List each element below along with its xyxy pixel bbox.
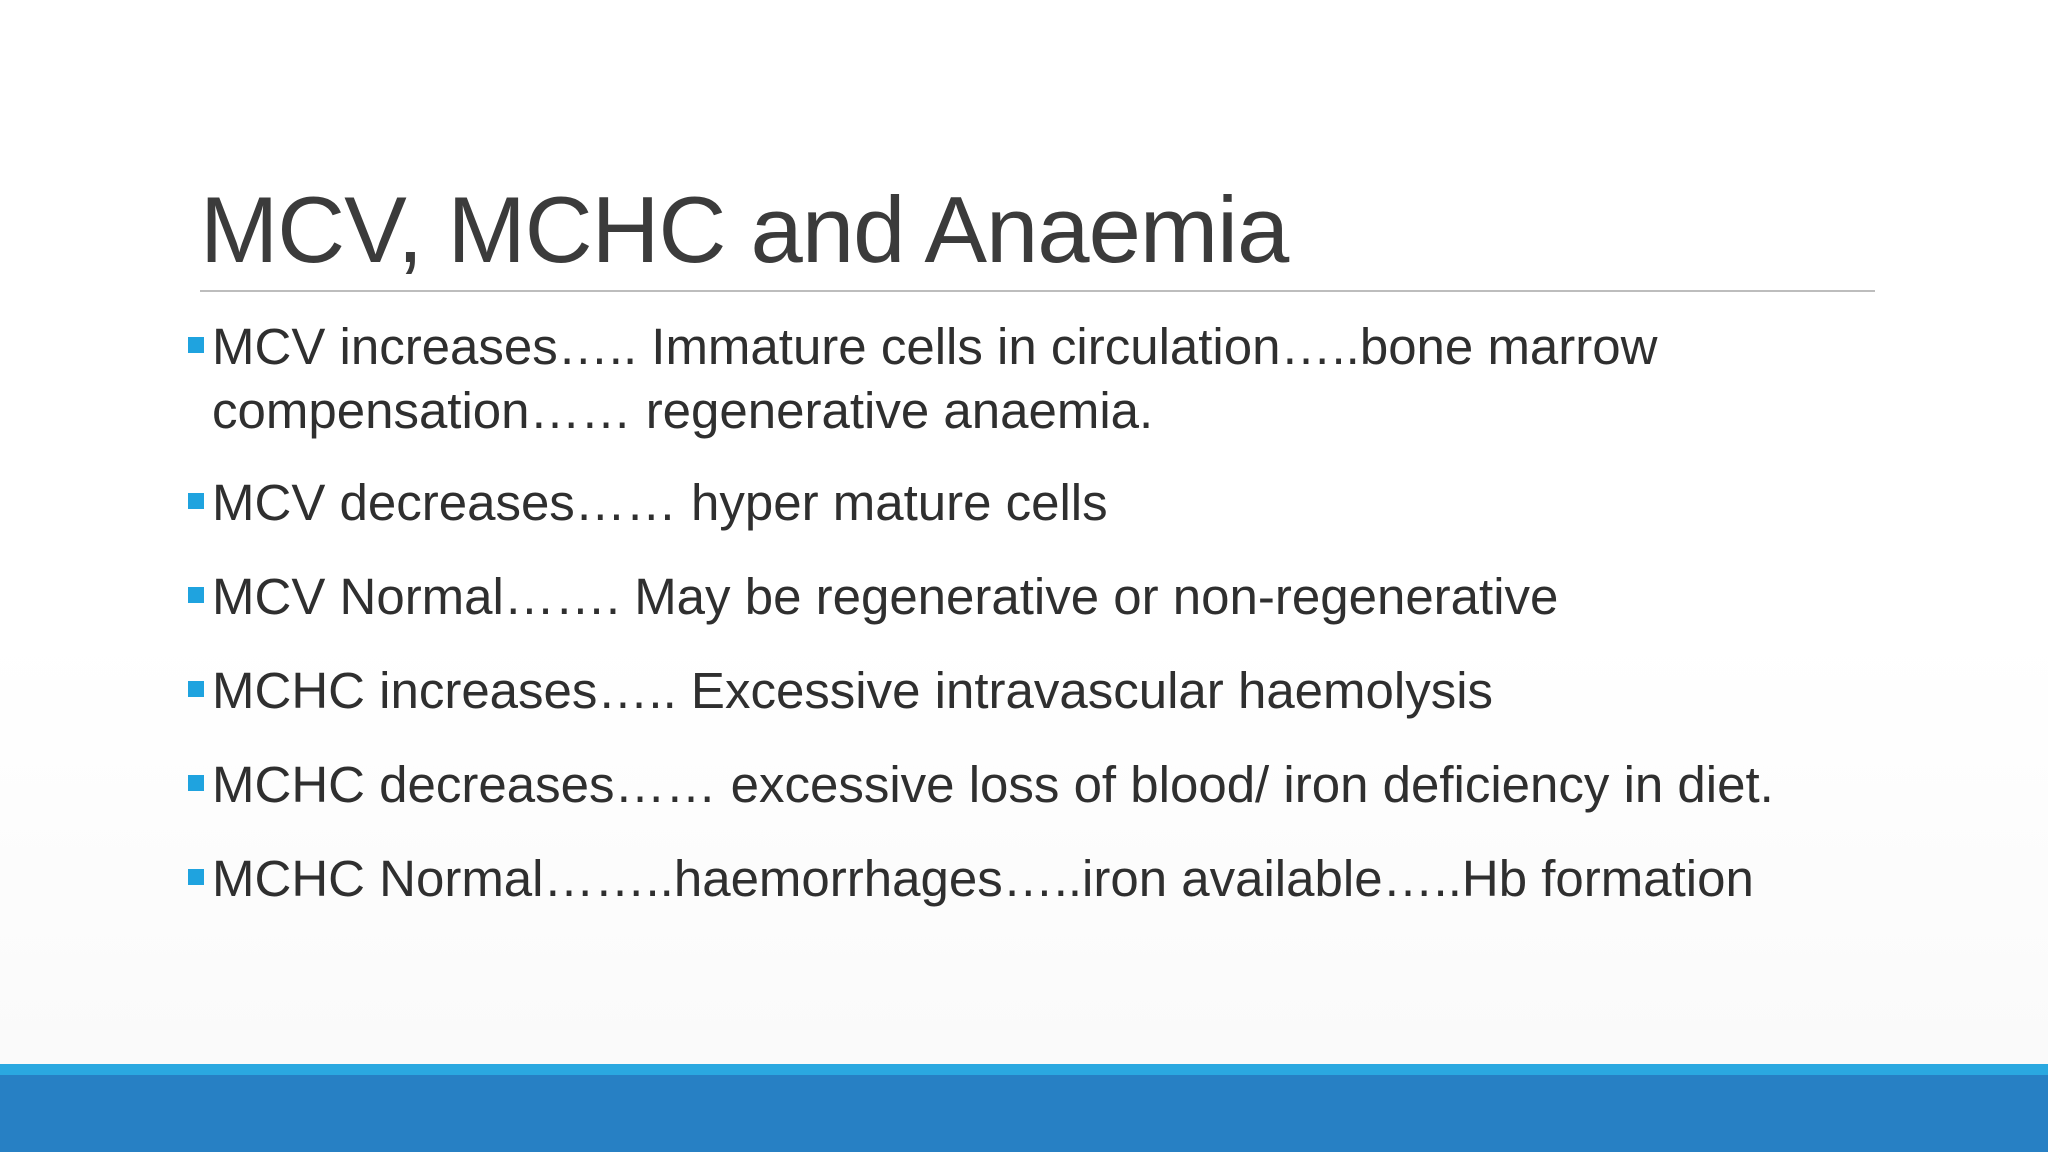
bullet-item <box>188 315 1888 443</box>
bullet-list <box>188 315 1888 941</box>
bullet-text: MCV increases….. Immature cells in circulation…..bone marrow compensation…… regenerative anaemia. <box>212 318 1658 439</box>
footer-bar <box>0 1075 2048 1152</box>
square-bullet-icon <box>188 681 204 697</box>
bullet-item <box>188 471 1888 535</box>
bullet-item <box>188 659 1888 723</box>
square-bullet-icon <box>188 869 204 885</box>
bullet-item <box>188 565 1888 629</box>
bullet-text: MCV Normal……. May be regenerative or non-regenerative <box>212 568 1559 625</box>
bullet-item <box>188 847 1888 911</box>
bullet-item <box>188 753 1888 817</box>
bullet-text: MCHC increases….. Excessive intravascular haemolysis <box>212 662 1494 719</box>
title-divider <box>200 290 1875 292</box>
square-bullet-icon <box>188 493 204 509</box>
square-bullet-icon <box>188 587 204 603</box>
bullet-text: MCHC decreases…… excessive loss of blood/ iron deficiency in diet. <box>212 756 1774 813</box>
square-bullet-icon <box>188 775 204 791</box>
bullet-text: MCHC Normal……..haemorrhages…..iron available…..Hb formation <box>212 850 1754 907</box>
footer-accent-stripe <box>0 1064 2048 1075</box>
bullet-text: MCV decreases…… hyper mature cells <box>212 474 1108 531</box>
square-bullet-icon <box>188 337 204 353</box>
slide-title: MCV, MCHC and Anaemia <box>200 177 1289 282</box>
